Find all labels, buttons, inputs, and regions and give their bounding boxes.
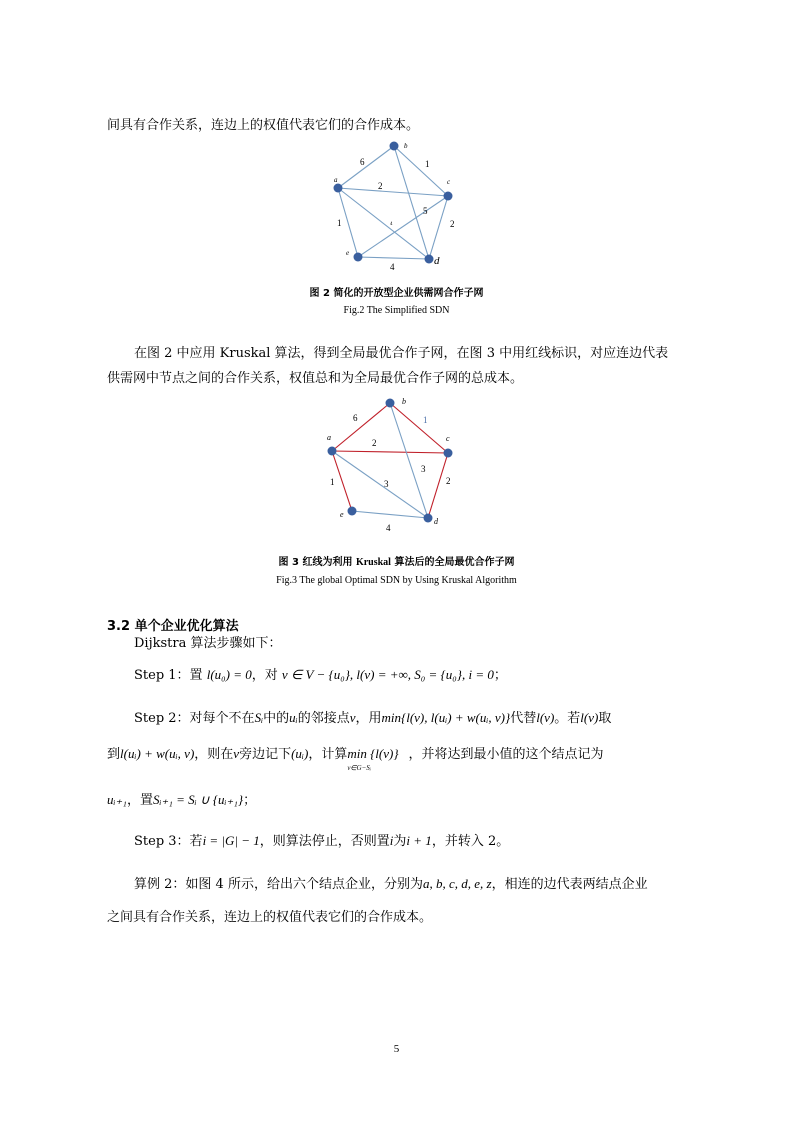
- fig2-node-d: [425, 255, 434, 264]
- fig2-node-label-b: b: [404, 142, 408, 150]
- step2-t5: 。若: [554, 711, 581, 726]
- figure-3-caption-en: Fig.3 The global Optimal SDN by Using Kruskal Algorithm: [276, 575, 517, 586]
- figure-2-graph: [320, 138, 480, 270]
- step3-t3: ，并转入 2。: [431, 834, 510, 849]
- fig3-edge-cd: [428, 453, 448, 518]
- figure-3-caption-post: 算法后的全局最优合作子网: [390, 557, 515, 568]
- step2-t1: 中的: [263, 711, 290, 726]
- fig2-node-label-e: e: [346, 249, 350, 257]
- fig2-edge-ec: [358, 196, 448, 257]
- fig3-weight-bd: 3: [421, 464, 426, 474]
- step2-ui-paren: (uᵢ): [291, 746, 309, 761]
- fig3-weight-ae: 1: [330, 477, 335, 487]
- step2-v2: v: [233, 746, 240, 761]
- fig2-edge-ed: [358, 257, 429, 259]
- step1-expr2: v ∈ V − {u₀}, l(v) = +∞, S₀ = {u₀}, i = 0: [281, 667, 494, 682]
- step3-t1: ，则算法停止，否则置: [259, 834, 390, 849]
- fig3-node-e: [348, 507, 357, 516]
- paragraph-intro-tail: 间具有合作关系，连边上的权值代表它们的合作成本。: [107, 118, 420, 133]
- step2-line2-a: 到: [107, 747, 121, 762]
- step2-min-sub: v∈G−Sᵢ: [347, 764, 371, 772]
- step1-end: ；: [493, 668, 507, 683]
- fig3-weight-ac: 2: [372, 438, 377, 448]
- figure-2-caption-en: Fig.2 The Simplified SDN: [343, 305, 450, 316]
- step2-line3-expr: Sᵢ₊₁ = Sᵢ ∪ {uᵢ₊₁}: [152, 792, 244, 807]
- step-2-line1: [134, 709, 611, 728]
- step2-expr-a: l(uᵢ) + w(uᵢ, v): [120, 746, 195, 761]
- section-number: 3.2: [107, 619, 131, 634]
- figure-3-caption-cn: [0, 553, 793, 568]
- step2-t3: ，用: [355, 711, 382, 726]
- figure-3-graph: [318, 393, 478, 533]
- fig2-node-c: [444, 192, 453, 201]
- step2-ui: uᵢ: [289, 710, 298, 725]
- example-2-line2: 之间具有合作关系，连边上的权值代表它们的合作成本。: [107, 910, 433, 925]
- fig2-node-label-d: d: [434, 255, 440, 267]
- step2-lv2: l(v): [580, 710, 599, 725]
- step2-lv: l(v): [536, 710, 555, 725]
- step3-expr1: i = |G| − 1: [202, 833, 260, 848]
- step2-line3-a: uᵢ₊₁: [107, 792, 127, 807]
- fig3-weight-ad: 3: [384, 479, 389, 489]
- paragraph-kruskal-line2: 供需网中节点之间的合作关系，权值总和为全局最优合作子网的总成本。: [107, 371, 524, 386]
- fig3-weight-cd: 2: [446, 476, 451, 486]
- fig3-weight-ed: 4: [386, 523, 391, 533]
- fig2-node-a: [334, 184, 343, 193]
- step2-v: v: [349, 710, 356, 725]
- step2-min-block: [347, 745, 399, 772]
- fig2-node-label-c: c: [447, 178, 451, 186]
- fig3-node-a: [328, 447, 337, 456]
- page-number: 5: [393, 1043, 400, 1055]
- fig2-weight-cd: 2: [450, 219, 455, 229]
- fig3-node-d: [424, 514, 433, 523]
- step2-min-expr: min{l(v), l(uᵢ) + w(uᵢ, v)}: [381, 710, 511, 725]
- paragraph-kruskal-line1: 在图 2 中应用 Kruskal 算法，得到全局最优合作子网，在图 3 中用红线标识，对应连边代表: [134, 346, 669, 361]
- example-2-line1: [134, 875, 648, 894]
- step2-t6: 取: [598, 711, 612, 726]
- step2-line3-b: ，置: [126, 793, 153, 808]
- step2-si: Sᵢ: [254, 710, 264, 725]
- fig2-weight-bc: 1: [425, 159, 430, 169]
- step2-label: Step 2：对每个不在: [134, 711, 255, 726]
- fig2-node-b: [390, 142, 399, 151]
- step-2-line3: [107, 791, 256, 810]
- fig2-edge-ad: [338, 188, 429, 259]
- fig3-node-label-a: a: [327, 433, 331, 442]
- fig3-edge-ac: [332, 451, 448, 453]
- fig3-node-label-d: d: [434, 517, 438, 526]
- fig2-weight-bd: 5: [423, 206, 428, 216]
- step1-expr1: l(u₀) = 0: [206, 667, 252, 682]
- step2-t2: 的邻接点: [297, 711, 350, 726]
- fig2-edge-cd: [429, 196, 448, 259]
- step2-line2-b: ，则在: [194, 747, 234, 762]
- step1-label: Step 1：置: [134, 668, 203, 683]
- fig2-weight-ed: 4: [390, 262, 395, 270]
- section-heading: [107, 615, 239, 634]
- step-3: [134, 832, 509, 851]
- figure-3-caption-bold: Kruskal: [355, 557, 391, 568]
- fig3-weight-bc: 1: [423, 415, 428, 425]
- fig2-weight-ac: 2: [378, 181, 383, 191]
- step2-line2-c: 旁边记下: [239, 747, 292, 762]
- example2-line1-expr: a, b, c, d, e, z: [422, 876, 492, 891]
- step2-t4: 代替: [510, 711, 537, 726]
- fig2-weight-ab: 6: [360, 157, 365, 167]
- fig3-edge-ad: [332, 451, 428, 518]
- section-title: 单个企业优化算法: [134, 619, 239, 634]
- fig3-edge-ae: [332, 451, 352, 511]
- fig2-edge-ac: [338, 188, 448, 196]
- fig3-node-label-c: c: [446, 434, 450, 443]
- fig3-edge-ab: [332, 403, 390, 451]
- fig3-node-label-b: b: [402, 397, 406, 406]
- step3-expr2: i: [389, 833, 394, 848]
- fig2-edge-ab: [338, 146, 394, 188]
- step2-min-l: min {l(v)}: [347, 746, 399, 761]
- fig2-weight-ec: 4: [390, 222, 393, 227]
- step3-label: Step 3：若: [134, 834, 203, 849]
- dijkstra-intro: Dijkstra 算法步骤如下：: [134, 636, 282, 651]
- example2-line1-a: 算例 2：如图 4 所示，给出六个结点企业，分别为: [134, 877, 423, 892]
- step-1: [134, 666, 507, 685]
- step2-line2-e: ，并将达到最小值的这个结点记为: [408, 747, 604, 762]
- step3-expr3: i + 1: [406, 833, 432, 848]
- figure-3-caption-pre: 图 3 红线为利用: [278, 557, 356, 568]
- step3-t2: 为: [393, 834, 407, 849]
- fig2-weight-ae: 1: [337, 218, 342, 228]
- fig3-weight-ab: 6: [353, 413, 358, 423]
- fig2-node-e: [354, 253, 363, 262]
- step2-line3-end: ；: [243, 793, 257, 808]
- fig3-node-c: [444, 449, 453, 458]
- example2-line1-b: ，相连的边代表两结点企业: [491, 877, 648, 892]
- fig3-edge-ed: [352, 511, 428, 518]
- step1-mid: ，对: [251, 668, 278, 683]
- step-2-line2: [107, 745, 604, 772]
- step2-line2-d: ，计算: [308, 747, 348, 762]
- figure-2-caption-cn: 图 2 简化的开放型企业供需网合作子网: [309, 288, 484, 299]
- fig3-node-b: [386, 399, 395, 408]
- fig2-node-label-a: a: [334, 176, 338, 184]
- fig3-node-label-e: e: [340, 510, 344, 519]
